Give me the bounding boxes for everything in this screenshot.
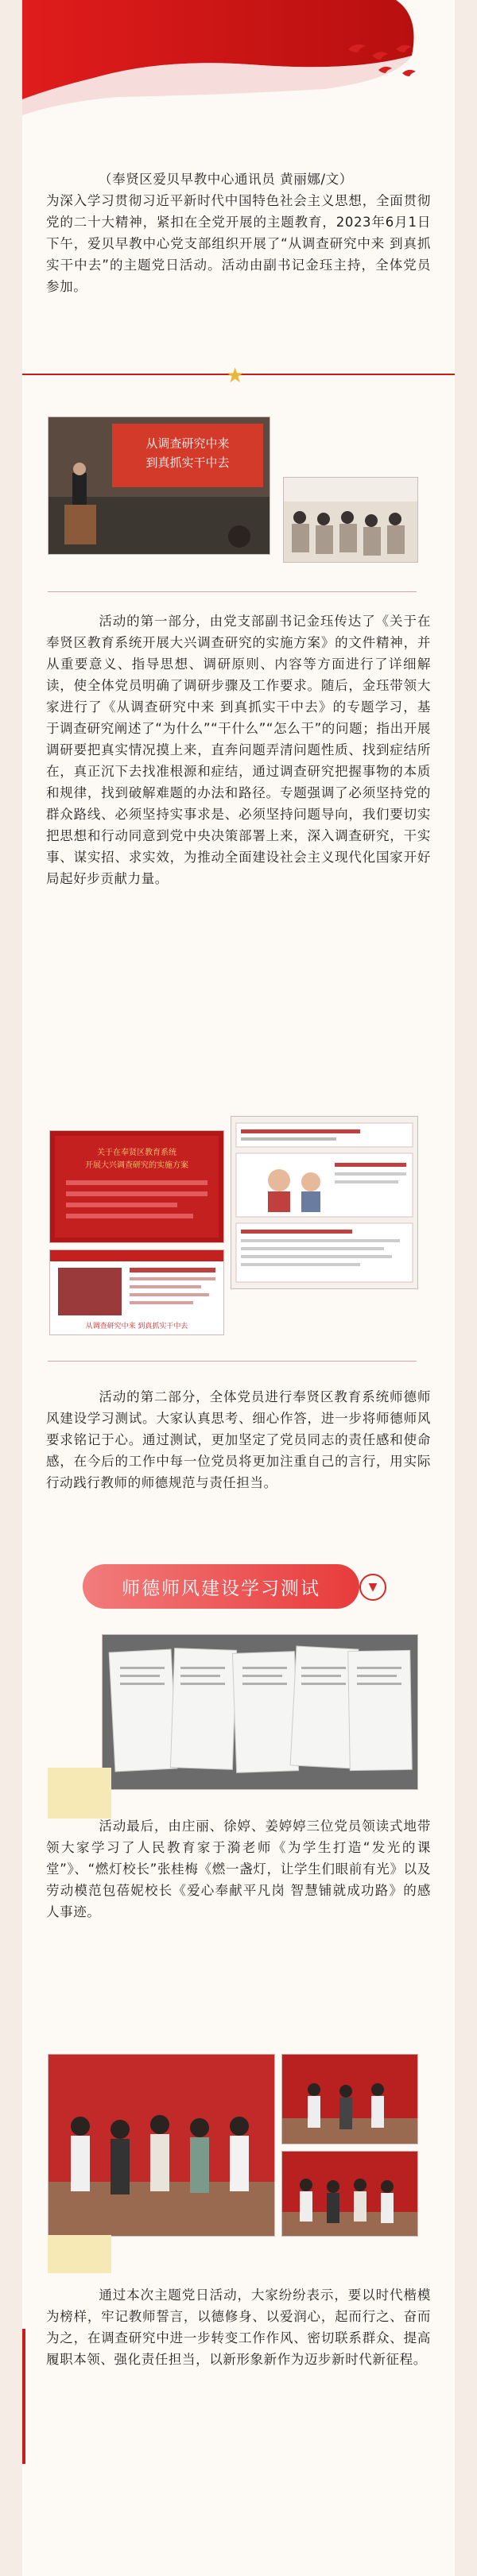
highlight-block-2 <box>48 2235 111 2273</box>
flag-banner-graphic <box>22 0 455 119</box>
byline: （奉贤区爱贝早教中心通讯员 黄丽娜/文） <box>99 172 353 187</box>
part1-text: 活动的第一部分，由党支部副书记金珏传达了《关于在奉贤区教育系统开展大兴调查研究的实施方案》的文件精神，并从重要意义、指导思想、调研原则、内容等方面进行了详细解读，使全体党员明确了调研步骤及工作要求。随后，金珏带领大家进行了《从调查研究中来 到真抓实干中去》的专题学习，基于调查研究阐述了“为什么”“干什么”“怎么干”的问题；指出开展调研要把真实情况摸上来，直奔问题弄清问题性质、找到症结所在，真正沉下去找准根源和症结，通过调查研究把握事物的本质和规律，找到破解难题的办法和路径。专题强调了必须坚持党的群众路线、必须坚持实事求是、必须坚持问题导向，我们要切实把思想和行动同意到党中央决策部署上来，深入调查研究，干实事、谋实招、求实效，为推动全面建设社会主义现代化国家开好局起好步贡献力量。 <box>46 614 431 886</box>
part2-text: 活动的第二部分，全体党员进行奉贤区教育系统师德师风建设学习测试。大家认真思考、细心作答，进一步将师德师风要求铭记于心。通过测试，更加坚定了党员同志的责任感和使命感，在今后的工作中每一位党员将更加注重自己的言行，用实际行动践行教师的师德规范与责任担当。 <box>46 1389 431 1490</box>
conclusion-paragraph <box>46 2284 431 2370</box>
conclusion-text: 通过本次主题党日活动，大家纷纷表示，要以时代楷模为榜样，牢记教师誓言，以德修身、以爱润心，起而行之、奋而为之，在调查研究中进一步转变工作作风、密切联系群众、提高履职本领、强化责任担当，以新形象新作为迈步新时代新征程。 <box>46 2287 431 2367</box>
doc-title-1: 关于在奉贤区教育系统 <box>97 1149 176 1157</box>
part3-text: 活动最后，由庄丽、徐婷、姜婷婷三位党员领读式地带领大家学习了人民教育家于漪老师《为学生打造“发光的课堂”》、“燃灯校长”张桂梅《燃一盏灯，让学生们眼前有光》以及劳动模范包蓓妮校长《爱心奉献平凡岗 智慧铺就成功路》的感人事迹。 <box>46 1819 431 1919</box>
photo-group-small-1 <box>281 2054 418 2144</box>
doc-title-2: 开展大兴调查研究的实施方案 <box>85 1161 188 1170</box>
banner-line-2: 到真抓实干中去 <box>145 455 230 470</box>
banner-line-1: 从调查研究中来 <box>145 436 230 451</box>
header-ribbon <box>22 0 455 119</box>
photo-group-small-2 <box>281 2151 418 2237</box>
thin-divider-2 <box>48 1361 417 1362</box>
photo-group-reading <box>48 2054 275 2237</box>
part2-paragraph <box>46 1386 431 1493</box>
doc-image-study <box>49 1249 224 1335</box>
accent-bar <box>22 2329 25 2464</box>
intro-paragraph: 为深入学习贯彻习近平新时代中国特色社会主义思想，全面贯彻党的二十大精神，紧扣在全党开展的主题教育，2023年6月1日下午，爱贝早教中心党支部组织开展了“从调查研究中来 到真抓实干中去”的主题党日活动。活动由副书记金珏主持，全体党员参加。 <box>46 193 431 294</box>
highlight-block <box>48 1768 111 1819</box>
star-icon: ★ <box>226 364 245 388</box>
thin-divider <box>48 591 417 592</box>
chevron-down-icon[interactable]: ▼ <box>359 1574 386 1601</box>
part1-paragraph <box>46 610 431 889</box>
byline-paragraph <box>46 169 431 190</box>
doc-caption: 从调查研究中来 到真抓实干中去 <box>85 1323 188 1331</box>
photo-lecture-hall <box>48 416 270 555</box>
photo-test-papers <box>102 1634 418 1790</box>
doc-image-slides <box>231 1116 418 1289</box>
part3-paragraph <box>46 1815 431 1923</box>
test-pill-button[interactable]: 师德师风建设学习测试 <box>83 1564 359 1609</box>
doc-image-policy <box>49 1130 224 1243</box>
photo-audience <box>283 477 418 563</box>
